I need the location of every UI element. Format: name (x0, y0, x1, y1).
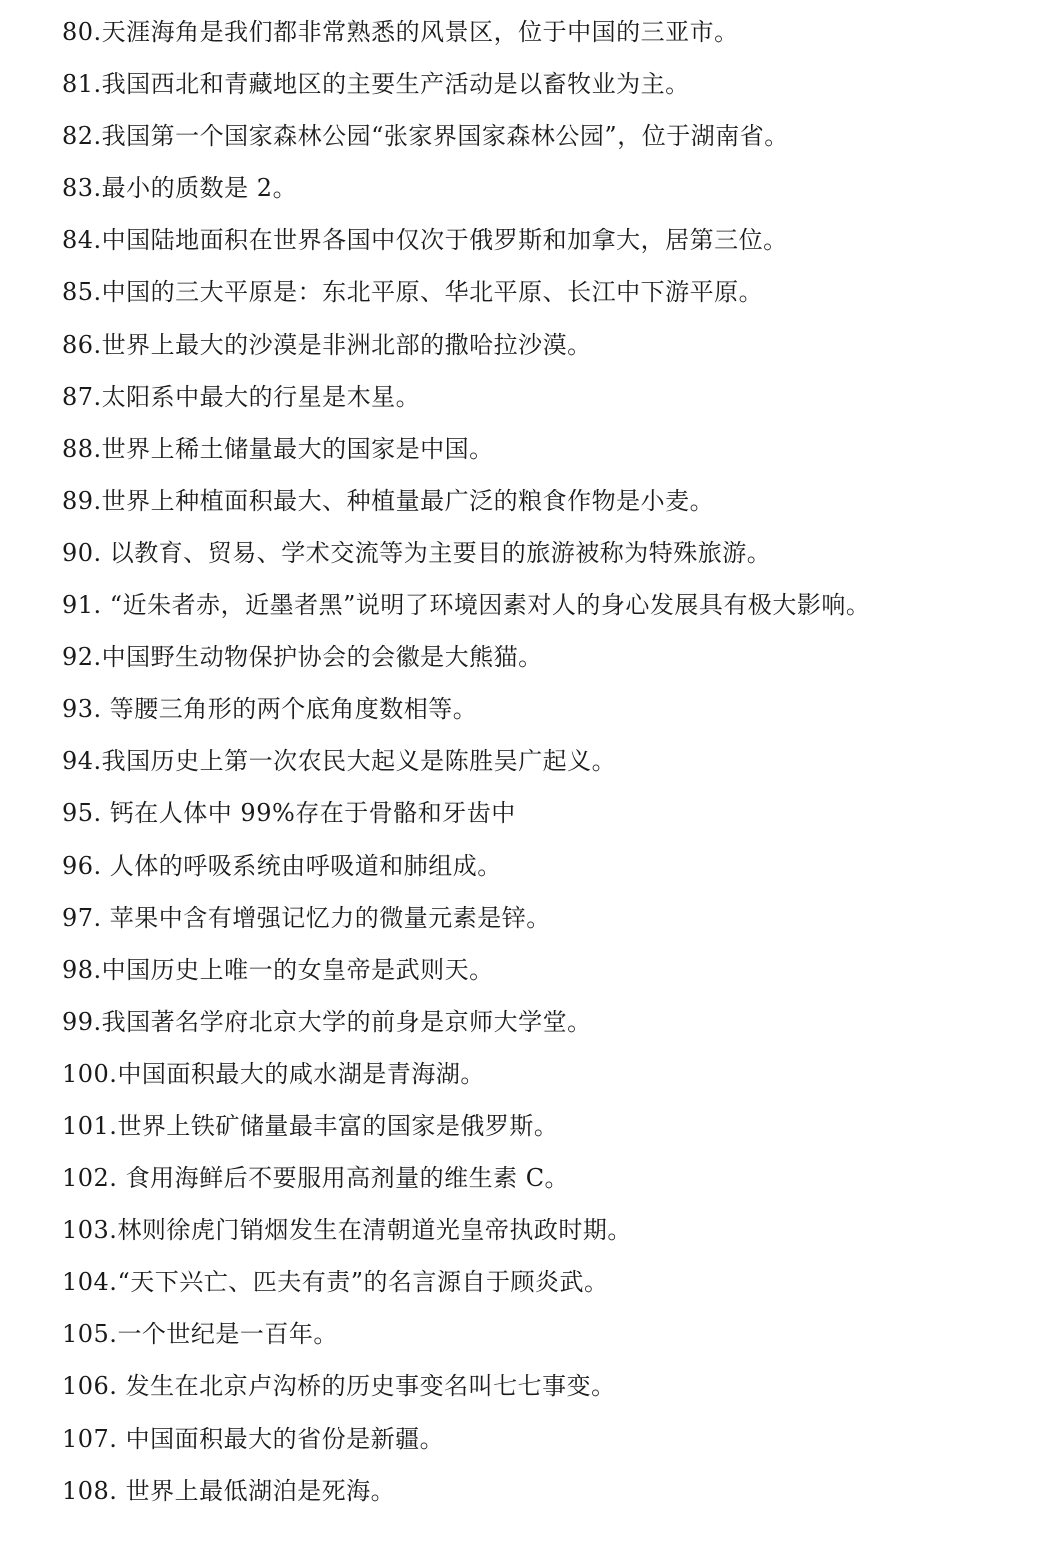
list-item: 82.我国第一个国家森林公园“张家界国家森林公园”，位于湖南省。 (62, 122, 789, 151)
list-item: 91. “近朱者赤，近墨者黑”说明了环境因素对人的身心发展具有极大影响。 (62, 591, 871, 620)
list-item: 88.世界上稀土储量最大的国家是中国。 (62, 434, 494, 463)
list-item: 97. 苹果中含有增强记忆力的微量元素是锌。 (62, 903, 551, 932)
list-item: 85.中国的三大平原是：东北平原、华北平原、长江中下游平原。 (62, 278, 764, 307)
list-item: 90. 以教育、贸易、学术交流等为主要目的旅游被称为特殊旅游。 (62, 538, 772, 567)
list-item: 96. 人体的呼吸系统由呼吸道和肺组成。 (62, 851, 502, 880)
list-item: 99.我国著名学府北京大学的前身是京师大学堂。 (62, 1007, 592, 1036)
list-item: 98.中国历史上唯一的女皇帝是武则天。 (62, 955, 494, 984)
list-item: 103.林则徐虎门销烟发生在清朝道光皇帝执政时期。 (62, 1216, 632, 1245)
list-item: 89.世界上种植面积最大、种植量最广泛的粮食作物是小麦。 (62, 486, 715, 515)
list-item: 105.一个世纪是一百年。 (62, 1320, 338, 1349)
list-item: 104.“天下兴亡、匹夫有责”的名言源自于顾炎武。 (62, 1268, 609, 1297)
list-item: 84.中国陆地面积在世界各国中仅次于俄罗斯和加拿大，居第三位。 (62, 226, 788, 255)
list-item: 102. 食用海鲜后不要服用高剂量的维生素 C。 (62, 1164, 570, 1193)
list-item: 92.中国野生动物保护协会的会徽是大熊猫。 (62, 643, 543, 672)
list-item: 86.世界上最大的沙漠是非洲北部的撒哈拉沙漠。 (62, 330, 592, 359)
list-item: 100.中国面积最大的咸水湖是青海湖。 (62, 1059, 485, 1088)
list-item: 81.我国西北和青藏地区的主要生产活动是以畜牧业为主。 (62, 70, 690, 99)
list-item: 107. 中国面积最大的省份是新疆。 (62, 1424, 445, 1453)
list-item: 87.太阳系中最大的行星是木星。 (62, 382, 421, 411)
list-item: 94.我国历史上第一次农民大起义是陈胜吴广起义。 (62, 747, 617, 776)
list-item: 93. 等腰三角形的两个底角度数相等。 (62, 695, 478, 724)
list-item: 106. 发生在北京卢沟桥的历史事变名叫七七事变。 (62, 1372, 616, 1401)
list-item: 83.最小的质数是 2。 (62, 174, 298, 203)
fact-list (62, 6, 1032, 1517)
list-item: 95. 钙在人体中 99%存在于骨骼和牙齿中 (62, 799, 516, 828)
list-item: 80.天涯海角是我们都非常熟悉的风景区，位于中国的三亚市。 (62, 18, 739, 46)
list-item: 108. 世界上最低湖泊是死海。 (62, 1476, 396, 1505)
list-item: 101.世界上铁矿储量最丰富的国家是俄罗斯。 (62, 1111, 559, 1140)
